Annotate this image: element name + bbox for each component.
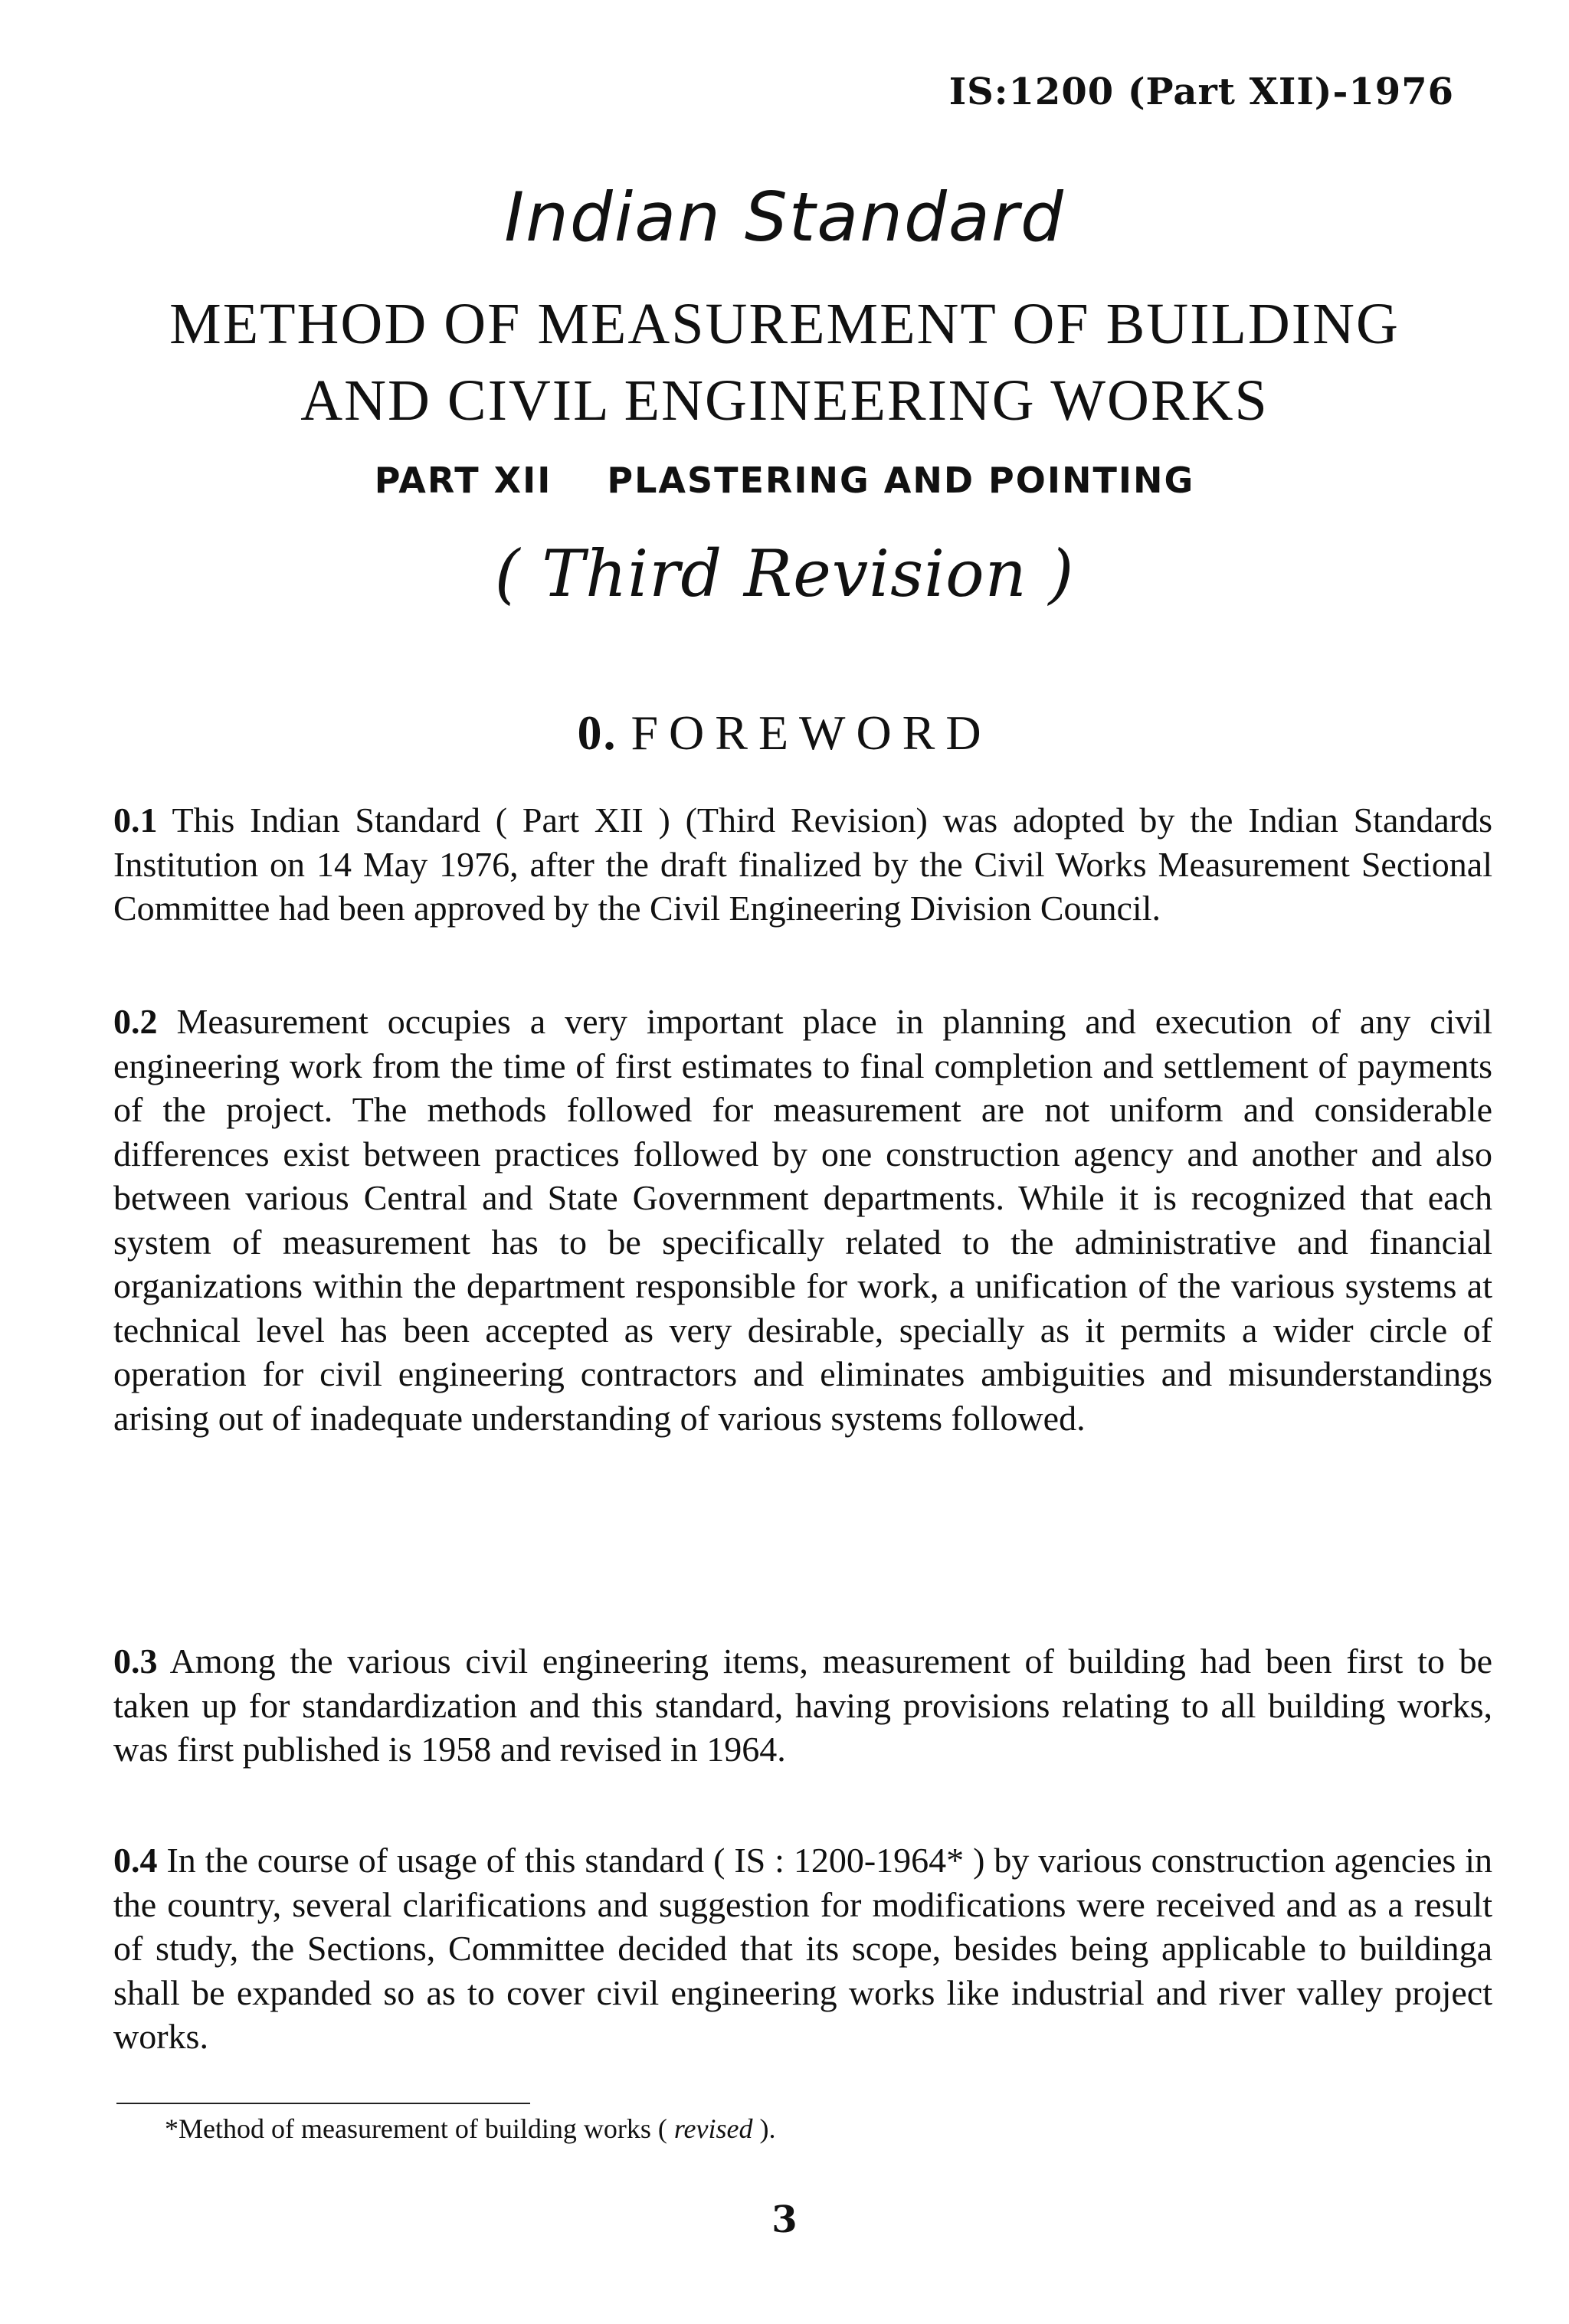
- paragraph-number: 0.1: [113, 800, 158, 840]
- footnote: [165, 2113, 776, 2145]
- paragraph-number: 0.2: [113, 1002, 158, 1041]
- main-title-line-2: AND CIVIL ENGINEERING WORKS: [300, 368, 1269, 433]
- paragraph-0-2: [113, 1000, 1492, 1440]
- paragraph-number: 0.3: [113, 1642, 158, 1681]
- footnote-divider: [116, 2103, 530, 2104]
- paragraph-0-1: [113, 798, 1492, 931]
- paragraph-0-4: [113, 1838, 1492, 2059]
- page-number: 3: [771, 2198, 798, 2241]
- foreword-number: 0.: [577, 705, 617, 760]
- paragraph-text: Among the various civil engineering items, measurement of building had been first to be taken up for standardization and this standard, having provisions relating to all building works, was first published is 1958 and revised in 1964.: [113, 1642, 1492, 1769]
- paragraph-text: In the course of usage of this standard ( IS : 1200-1964* ) by various construction agencies in the country, several clarifications and suggestion for modifications were received and as a result of study, the Sections, Committee decided that its scope, besides being applicable to buildinga shall be expanded so as to cover civil engineering works like industrial and river valley project works.: [113, 1841, 1492, 2056]
- paragraph-text: Measurement occupies a very important place in planning and execution of any civil engineering work from the time of first estimates to final completion and settlement of payments of the project. The methods followed for measurement are not uniform and considerable differences exist between practices followed by one construction agency and another and also between various Central and State Government departments. While it is recognized that each system of measurement has to be specifically related to the administrative and financial organizations within the department responsible for work, a unification of the various systems at technical level has been accepted as very desirable, specially as it permits a wider circle of operation for civil engineering contractors and eliminates ambiguities and misunderstandings arising out of inadequate understanding of various systems followed.: [113, 1002, 1492, 1438]
- footnote-text: *Method of measurement of building works (: [165, 2113, 667, 2144]
- revision-note: ( Third Revision ): [494, 536, 1075, 611]
- footnote-italic: revised: [673, 2113, 753, 2144]
- main-title-line-1: METHOD OF MEASUREMENT OF BUILDING: [169, 292, 1400, 356]
- standard-code-header: IS:1200 (Part XII)-1976: [948, 70, 1454, 113]
- series-title: Indian Standard: [504, 178, 1065, 257]
- paragraph-number: 0.4: [113, 1841, 158, 1880]
- paragraph-text: This Indian Standard ( Part XII ) (Third Revision) was adopted by the Indian Standards Institution on 14 May 1976, after the draft finalized by the Civil Works Measurement Sectional Committee had been approved by the Civil Engineering Division Council.: [113, 800, 1492, 928]
- foreword-title: FOREWORD: [631, 705, 992, 760]
- foreword-heading: [0, 705, 1569, 761]
- part-subtitle: PART XII PLASTERING AND POINTING: [374, 460, 1195, 501]
- footnote-close: ).: [759, 2113, 776, 2144]
- paragraph-0-3: [113, 1639, 1492, 1772]
